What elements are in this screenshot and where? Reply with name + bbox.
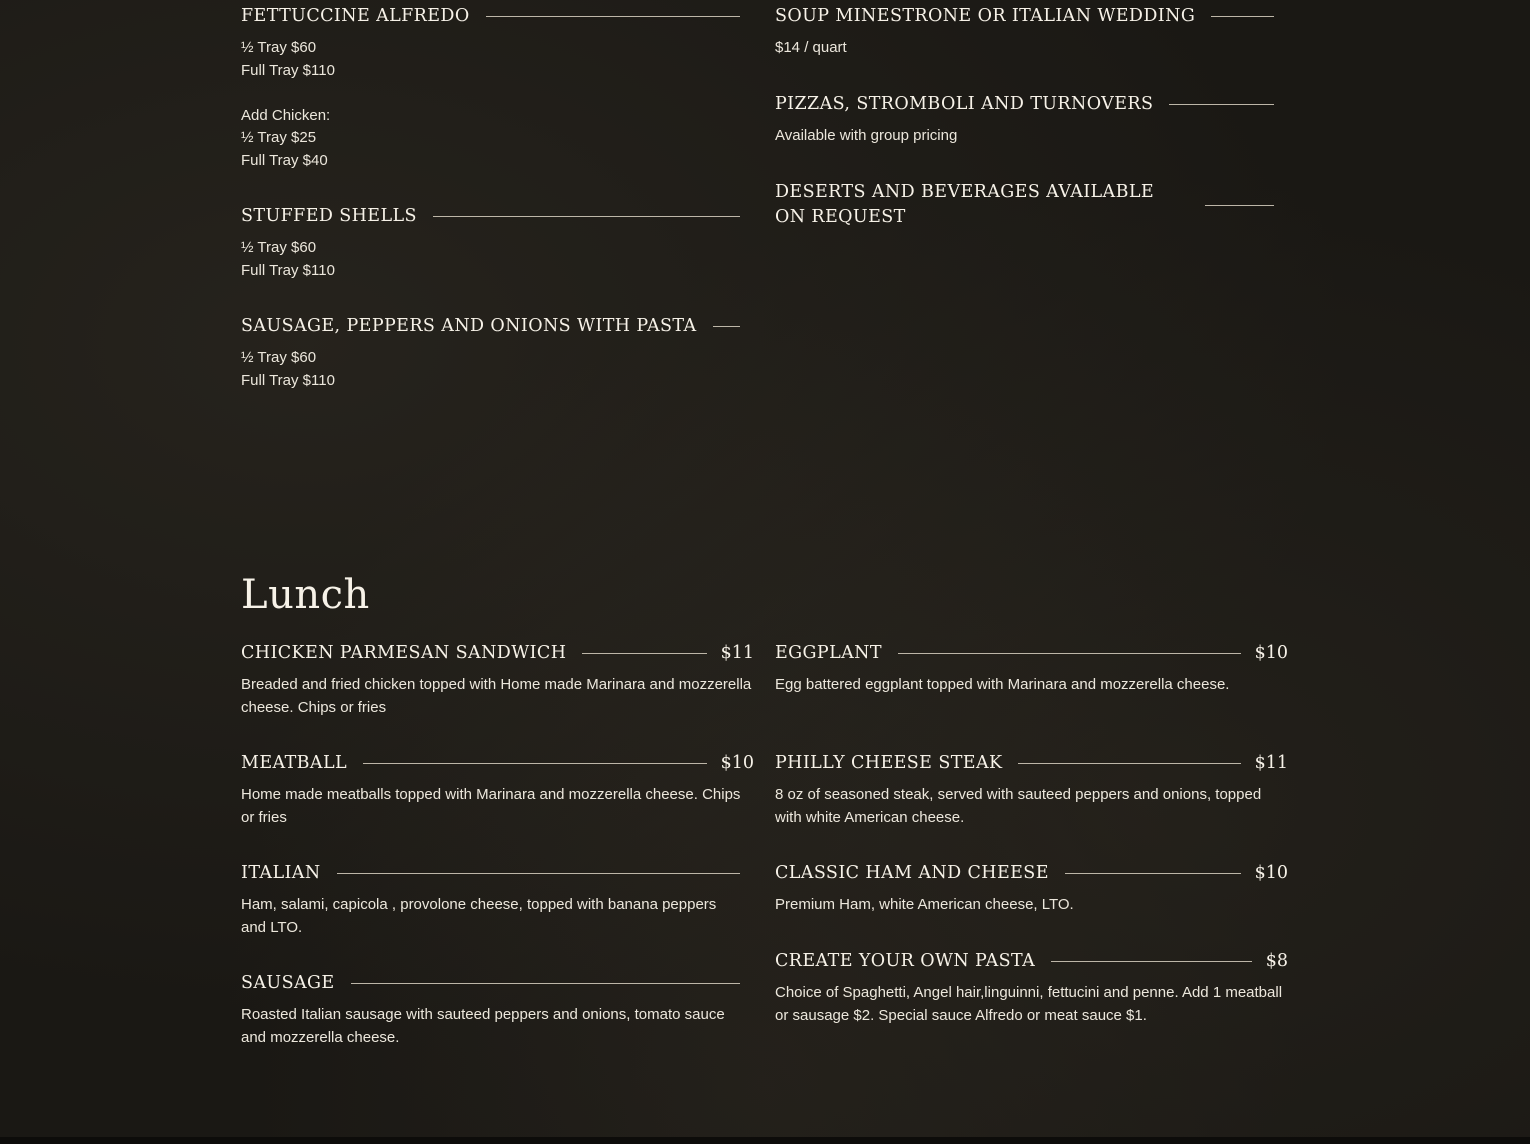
price-line: Full Tray $110 [241, 61, 335, 79]
price-line: ½ Tray $25 [241, 129, 317, 146]
price-line: ½ Tray $60 [241, 239, 317, 256]
item-description: Choice of Spaghetti, Angel hair,linguinni, fettucini and penne. Add 1 meatball or sausage $2. Special sauce Alfredo or meat sauce $1. [775, 984, 1283, 1024]
item-description: Premium Ham, white American cheese, LTO. [775, 896, 1074, 913]
menu-item-fettuccine-alfredo [241, 4, 740, 172]
item-header [241, 204, 740, 229]
divider-line [433, 216, 740, 217]
divider-line [1051, 961, 1252, 962]
item-header [775, 949, 1288, 974]
price-line: Full Tray $110 [241, 371, 335, 389]
item-header [241, 314, 740, 339]
item-header [241, 751, 754, 776]
item-description [241, 37, 740, 172]
item-price: $11 [720, 643, 754, 663]
item-header [241, 641, 754, 666]
item-price: $11 [1254, 753, 1288, 773]
menu-item-deserts-beverages [775, 180, 1274, 230]
menu-item-eggplant [775, 641, 1288, 697]
item-header [775, 4, 1274, 29]
item-description: Roasted Italian sausage with sauteed peppers and onions, tomato sauce and mozzerella cheese. [241, 1006, 725, 1046]
item-title: SOUP MINESTRONE OR ITALIAN WEDDING [775, 6, 1196, 26]
item-description: Breaded and fried chicken topped with Home made Marinara and mozzerella cheese. Chips or fries [241, 676, 752, 716]
item-description [241, 347, 740, 392]
menu-item-philly-cheese-steak [775, 751, 1288, 829]
divider-line [337, 873, 740, 874]
item-description [775, 37, 1274, 60]
item-title: MEATBALL [241, 753, 347, 773]
page-footer-edge [0, 1137, 1530, 1144]
divider-line [1169, 104, 1274, 105]
item-header [775, 751, 1288, 776]
item-price: $10 [720, 753, 754, 773]
item-title: FETTUCCINE ALFREDO [241, 6, 470, 26]
item-description [775, 125, 1274, 148]
menu-item-create-your-own-pasta [775, 949, 1288, 1027]
item-title: CREATE YOUR OWN PASTA [775, 951, 1036, 971]
item-price: $10 [1254, 643, 1288, 663]
item-header [775, 180, 1274, 230]
divider-line [486, 16, 740, 17]
menu-item-meatball [241, 751, 754, 829]
item-description: Ham, salami, capicola , provolone cheese, topped with banana peppers and LTO. [241, 896, 717, 936]
spacer-line [241, 82, 740, 105]
divider-line [713, 326, 740, 327]
item-title: CLASSIC HAM AND CHEESE [775, 863, 1049, 883]
item-header [241, 971, 740, 996]
item-header [775, 861, 1288, 886]
item-title: PHILLY CHEESE STEAK [775, 753, 1003, 773]
item-price: $8 [1265, 951, 1288, 971]
divider-line [898, 653, 1241, 654]
item-header [775, 641, 1288, 666]
price-line: Full Tray $40 [241, 151, 328, 169]
menu-item-chicken-parmesan [241, 641, 754, 719]
menu-item-pizzas [775, 92, 1274, 148]
price-line: Add Chicken: [241, 106, 331, 124]
section-title-lunch: Lunch [241, 572, 370, 618]
item-title: PIZZAS, STROMBOLI AND TURNOVERS [775, 94, 1154, 114]
item-title: EGGPLANT [775, 643, 882, 663]
divider-line [1018, 763, 1240, 764]
item-description [241, 237, 740, 282]
item-title: SAUSAGE, PEPPERS AND ONIONS WITH PASTA [241, 316, 697, 336]
item-header [775, 92, 1274, 117]
divider-line [1065, 873, 1241, 874]
price-line: Full Tray $110 [241, 261, 335, 279]
menu-item-stuffed-shells [241, 204, 740, 282]
item-description: Egg battered eggplant topped with Marinara and mozzerella cheese. [775, 676, 1230, 693]
item-title: ITALIAN [241, 863, 321, 883]
item-price: $10 [1254, 863, 1288, 883]
price-line: $14 / quart [775, 39, 847, 56]
divider-line [363, 763, 707, 764]
price-line: ½ Tray $60 [241, 39, 317, 56]
item-header [241, 4, 740, 29]
item-title: DESERTS AND BEVERAGES AVAILABLE ON REQUEST [775, 182, 1155, 227]
menu-item-sausage [241, 971, 740, 1049]
menu-item-soup [775, 4, 1274, 60]
divider-line [1211, 16, 1274, 17]
divider-line [1205, 205, 1274, 206]
item-title: STUFFED SHELLS [241, 206, 417, 226]
price-line: ½ Tray $60 [241, 349, 317, 366]
item-description: 8 oz of seasoned steak, served with sauteed peppers and onions, topped with white American cheese. [775, 786, 1262, 826]
menu-item-sausage-peppers-onions [241, 314, 740, 392]
price-line: Available with group pricing [775, 127, 958, 144]
item-description: Home made meatballs topped with Marinara and mozzerella cheese. Chips or fries [241, 786, 741, 826]
item-title: CHICKEN PARMESAN SANDWICH [241, 643, 567, 663]
menu-item-italian [241, 861, 740, 939]
item-header [241, 861, 740, 886]
divider-line [582, 653, 706, 654]
item-title: SAUSAGE [241, 973, 335, 993]
menu-item-classic-ham-cheese [775, 861, 1288, 917]
divider-line [351, 983, 740, 984]
